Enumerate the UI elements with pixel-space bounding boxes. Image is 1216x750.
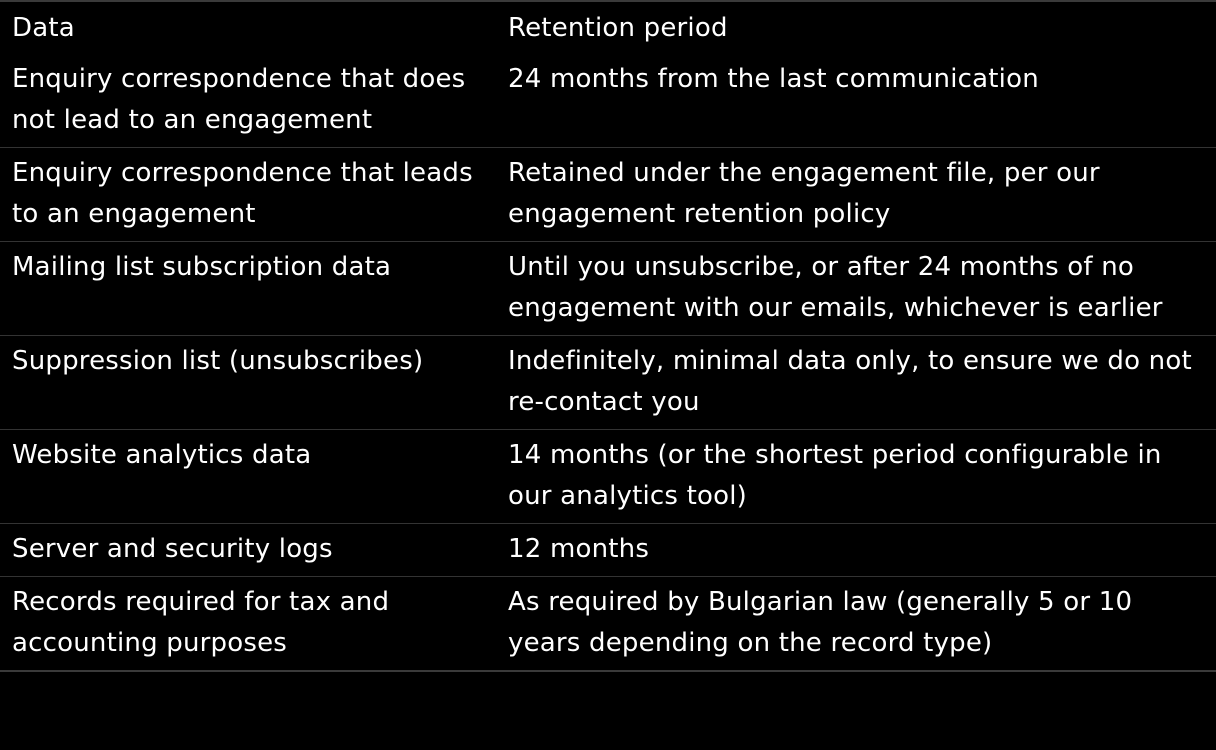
data-cell: Records required for tax and accounting purposes <box>0 577 496 672</box>
table-body <box>0 54 1216 671</box>
retention-cell: 12 months <box>496 524 1216 577</box>
data-cell: Website analytics data <box>0 430 496 524</box>
column-header-retention-period: Retention period <box>508 13 728 43</box>
data-cell: Suppression list (unsubscribes) <box>0 336 496 430</box>
table-row <box>0 336 1216 430</box>
retention-cell: 24 months from the last communication <box>508 64 1039 94</box>
data-cell: Mailing list subscription data <box>0 242 496 336</box>
retention-cell: Indefinitely, minimal data only, to ensure we do not re-contact you <box>496 336 1216 430</box>
retention-cell: 14 months (or the shortest period configurable in our analytics tool) <box>496 430 1216 524</box>
table-row <box>0 242 1216 336</box>
table-row <box>0 577 1216 672</box>
data-cell: Enquiry correspondence that does not lead to an engagement <box>12 64 466 135</box>
retention-cell: Until you unsubscribe, or after 24 months of no engagement with our emails, whichever is earlier <box>496 242 1216 336</box>
table-row <box>0 430 1216 524</box>
column-header-data: Data <box>12 13 75 43</box>
header-row <box>0 1 1216 54</box>
table-header <box>0 1 1216 54</box>
data-cell: Enquiry correspondence that leads to an engagement <box>0 148 496 242</box>
data-cell: Server and security logs <box>0 524 496 577</box>
table-row <box>0 148 1216 242</box>
retention-cell: Retained under the engagement file, per our engagement retention policy <box>496 148 1216 242</box>
table-row <box>0 54 1216 148</box>
retention-cell: As required by Bulgarian law (generally 5 or 10 years depending on the record type) <box>496 577 1216 672</box>
table-row <box>0 524 1216 577</box>
